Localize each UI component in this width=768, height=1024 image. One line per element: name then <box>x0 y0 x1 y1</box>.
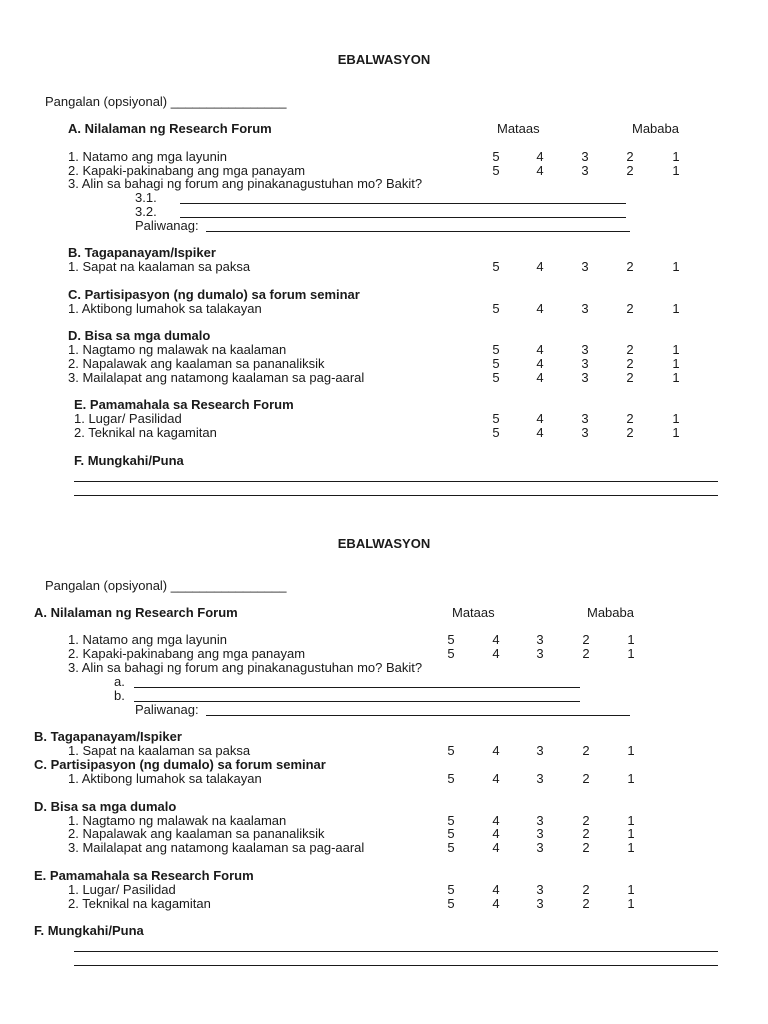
section-f-heading: F. Mungkahi/Puna <box>34 923 144 938</box>
section-a-heading: A. Nilalaman ng Research Forum <box>68 121 272 136</box>
scale-low-label: Mababa <box>587 605 634 620</box>
sub-answer-label-2: 3.2. <box>135 204 157 219</box>
explanation-line[interactable] <box>206 715 630 716</box>
rating-option-3[interactable]: 3 <box>581 411 589 426</box>
rating-option-3[interactable]: 3 <box>581 149 589 164</box>
rating-option-5[interactable]: 5 <box>492 411 500 426</box>
rating-option-3[interactable]: 3 <box>536 840 544 855</box>
rating-option-5[interactable]: 5 <box>492 301 500 316</box>
rating-option-1[interactable]: 1 <box>627 896 635 911</box>
rating-option-2[interactable]: 2 <box>626 370 634 385</box>
rating-option-2[interactable]: 2 <box>626 259 634 274</box>
item-d2: 2. Napalawak ang kaalaman sa pananaliksik <box>68 826 325 841</box>
rating-option-1[interactable]: 1 <box>627 743 635 758</box>
scale-high-label: Mataas <box>452 605 495 620</box>
rating-option-2[interactable]: 2 <box>582 771 590 786</box>
answer-line-1[interactable] <box>134 687 580 688</box>
item-d3: 3. Mailalapat ang natamong kaalaman sa pag-aaral <box>68 840 365 855</box>
rating-option-3[interactable]: 3 <box>536 646 544 661</box>
rating-option-4[interactable]: 4 <box>492 632 500 647</box>
explanation-label: Paliwanag: <box>135 702 199 717</box>
item-e1: 1. Lugar/ Pasilidad <box>74 411 182 426</box>
rating-option-1[interactable]: 1 <box>672 259 680 274</box>
rating-option-5[interactable]: 5 <box>492 425 500 440</box>
scale-low-label: Mababa <box>632 121 679 136</box>
rating-option-2[interactable]: 2 <box>582 743 590 758</box>
rating-option-1[interactable]: 1 <box>672 411 680 426</box>
rating-option-1[interactable]: 1 <box>672 163 680 178</box>
rating-option-3[interactable]: 3 <box>536 826 544 841</box>
rating-option-2[interactable]: 2 <box>626 163 634 178</box>
form-title: EBALWASYON <box>337 52 431 67</box>
rating-option-4[interactable]: 4 <box>536 149 544 164</box>
rating-option-5[interactable]: 5 <box>447 826 455 841</box>
rating-option-2[interactable]: 2 <box>626 356 634 371</box>
rating-option-5[interactable]: 5 <box>447 813 455 828</box>
item-d1: 1. Nagtamo ng malawak na kaalaman <box>68 813 287 828</box>
section-d-heading: D. Bisa sa mga dumalo <box>68 328 211 343</box>
rating-option-1[interactable]: 1 <box>672 342 680 357</box>
item-a3: 3. Alin sa bahagi ng forum ang pinakanagustuhan mo? Bakit? <box>68 660 423 675</box>
section-d-heading: D. Bisa sa mga dumalo <box>34 799 177 814</box>
rating-option-5[interactable]: 5 <box>447 743 455 758</box>
rating-option-2[interactable]: 2 <box>582 632 590 647</box>
rating-option-4[interactable]: 4 <box>536 163 544 178</box>
item-a2: 2. Kapaki-pakinabang ang mga panayam <box>68 646 306 661</box>
rating-option-4[interactable]: 4 <box>536 342 544 357</box>
answer-line-2[interactable] <box>134 701 580 702</box>
section-b-heading: B. Tagapanayam/Ispiker <box>68 245 216 260</box>
item-a1: 1. Natamo ang mga layunin <box>68 632 227 647</box>
rating-option-2[interactable]: 2 <box>626 301 634 316</box>
rating-option-2[interactable]: 2 <box>626 149 634 164</box>
rating-option-1[interactable]: 1 <box>627 632 635 647</box>
rating-option-4[interactable]: 4 <box>492 826 500 841</box>
item-b1: 1. Sapat na kaalaman sa paksa <box>68 259 251 274</box>
item-e1: 1. Lugar/ Pasilidad <box>68 882 176 897</box>
item-a2: 2. Kapaki-pakinabang ang mga panayam <box>68 163 306 178</box>
item-d2: 2. Napalawak ang kaalaman sa pananaliksik <box>68 356 325 371</box>
rating-option-2[interactable]: 2 <box>582 882 590 897</box>
rating-option-4[interactable]: 4 <box>536 425 544 440</box>
rating-option-5[interactable]: 5 <box>492 149 500 164</box>
rating-option-2[interactable]: 2 <box>626 425 634 440</box>
comment-line-2[interactable] <box>74 965 718 966</box>
name-field-label: Pangalan (opsiyonal) ________________ <box>45 578 287 593</box>
explanation-line[interactable] <box>206 231 630 232</box>
rating-option-5[interactable]: 5 <box>492 342 500 357</box>
comment-line-1[interactable] <box>74 951 718 952</box>
name-field-label: Pangalan (opsiyonal) ________________ <box>45 94 287 109</box>
rating-option-3[interactable]: 3 <box>536 632 544 647</box>
rating-option-4[interactable]: 4 <box>492 840 500 855</box>
rating-option-3[interactable]: 3 <box>581 356 589 371</box>
rating-option-3[interactable]: 3 <box>536 896 544 911</box>
rating-option-1[interactable]: 1 <box>672 301 680 316</box>
rating-option-4[interactable]: 4 <box>536 370 544 385</box>
rating-option-4[interactable]: 4 <box>536 411 544 426</box>
rating-option-5[interactable]: 5 <box>447 771 455 786</box>
rating-option-5[interactable]: 5 <box>492 163 500 178</box>
rating-option-1[interactable]: 1 <box>672 425 680 440</box>
rating-option-3[interactable]: 3 <box>581 259 589 274</box>
item-e2: 2. Teknikal na kagamitan <box>74 425 217 440</box>
rating-option-2[interactable]: 2 <box>582 826 590 841</box>
rating-option-3[interactable]: 3 <box>536 882 544 897</box>
rating-option-3[interactable]: 3 <box>536 771 544 786</box>
rating-option-1[interactable]: 1 <box>672 356 680 371</box>
rating-option-2[interactable]: 2 <box>582 896 590 911</box>
rating-option-4[interactable]: 4 <box>492 813 500 828</box>
rating-option-5[interactable]: 5 <box>447 632 455 647</box>
sub-answer-label-1: a. <box>114 674 125 689</box>
rating-option-5[interactable]: 5 <box>492 356 500 371</box>
item-a3: 3. Alin sa bahagi ng forum ang pinakanagustuhan mo? Bakit? <box>68 176 423 191</box>
rating-option-1[interactable]: 1 <box>627 840 635 855</box>
sub-answer-label-1: 3.1. <box>135 190 157 205</box>
section-a-heading: A. Nilalaman ng Research Forum <box>34 605 238 620</box>
section-f-heading: F. Mungkahi/Puna <box>74 453 184 468</box>
rating-option-5[interactable]: 5 <box>447 896 455 911</box>
rating-option-3[interactable]: 3 <box>536 813 544 828</box>
rating-option-3[interactable]: 3 <box>536 743 544 758</box>
item-d3: 3. Mailalapat ang natamong kaalaman sa pag-aaral <box>68 370 365 385</box>
rating-option-3[interactable]: 3 <box>581 163 589 178</box>
rating-option-2[interactable]: 2 <box>582 813 590 828</box>
rating-option-3[interactable]: 3 <box>581 370 589 385</box>
answer-line-1[interactable] <box>180 203 626 204</box>
rating-option-4[interactable]: 4 <box>492 646 500 661</box>
rating-option-4[interactable]: 4 <box>536 301 544 316</box>
rating-option-3[interactable]: 3 <box>581 342 589 357</box>
rating-option-1[interactable]: 1 <box>627 646 635 661</box>
rating-option-2[interactable]: 2 <box>582 840 590 855</box>
rating-option-2[interactable]: 2 <box>582 646 590 661</box>
rating-option-3[interactable]: 3 <box>581 301 589 316</box>
rating-option-2[interactable]: 2 <box>626 342 634 357</box>
scale-high-label: Mataas <box>497 121 540 136</box>
item-c1: 1. Aktibong lumahok sa talakayan <box>68 301 262 316</box>
rating-option-1[interactable]: 1 <box>627 771 635 786</box>
section-c-heading: C. Partisipasyon (ng dumalo) sa forum seminar <box>34 757 326 772</box>
rating-option-4[interactable]: 4 <box>536 356 544 371</box>
item-a1: 1. Natamo ang mga layunin <box>68 149 227 164</box>
section-c-heading: C. Partisipasyon (ng dumalo) sa forum seminar <box>68 287 360 302</box>
rating-option-4[interactable]: 4 <box>492 771 500 786</box>
sub-answer-label-2: b. <box>114 688 125 703</box>
section-e-heading: E. Pamamahala sa Research Forum <box>74 397 294 412</box>
rating-option-5[interactable]: 5 <box>492 259 500 274</box>
rating-option-1[interactable]: 1 <box>672 149 680 164</box>
rating-option-5[interactable]: 5 <box>447 882 455 897</box>
rating-option-2[interactable]: 2 <box>626 411 634 426</box>
rating-option-4[interactable]: 4 <box>536 259 544 274</box>
section-e-heading: E. Pamamahala sa Research Forum <box>34 868 254 883</box>
rating-option-5[interactable]: 5 <box>447 840 455 855</box>
rating-option-1[interactable]: 1 <box>627 826 635 841</box>
item-c1: 1. Aktibong lumahok sa talakayan <box>68 771 262 786</box>
comment-line-1[interactable] <box>74 481 718 482</box>
rating-option-4[interactable]: 4 <box>492 882 500 897</box>
rating-option-4[interactable]: 4 <box>492 896 500 911</box>
rating-option-1[interactable]: 1 <box>627 882 635 897</box>
rating-option-5[interactable]: 5 <box>492 370 500 385</box>
form-title: EBALWASYON <box>337 536 431 551</box>
section-b-heading: B. Tagapanayam/Ispiker <box>34 729 182 744</box>
item-b1: 1. Sapat na kaalaman sa paksa <box>68 743 251 758</box>
comment-line-2[interactable] <box>74 495 718 496</box>
item-e2: 2. Teknikal na kagamitan <box>68 896 211 911</box>
rating-option-1[interactable]: 1 <box>627 813 635 828</box>
rating-option-1[interactable]: 1 <box>672 370 680 385</box>
item-d1: 1. Nagtamo ng malawak na kaalaman <box>68 342 287 357</box>
answer-line-2[interactable] <box>180 217 626 218</box>
explanation-label: Paliwanag: <box>135 218 199 233</box>
rating-option-5[interactable]: 5 <box>447 646 455 661</box>
rating-option-3[interactable]: 3 <box>581 425 589 440</box>
rating-option-4[interactable]: 4 <box>492 743 500 758</box>
